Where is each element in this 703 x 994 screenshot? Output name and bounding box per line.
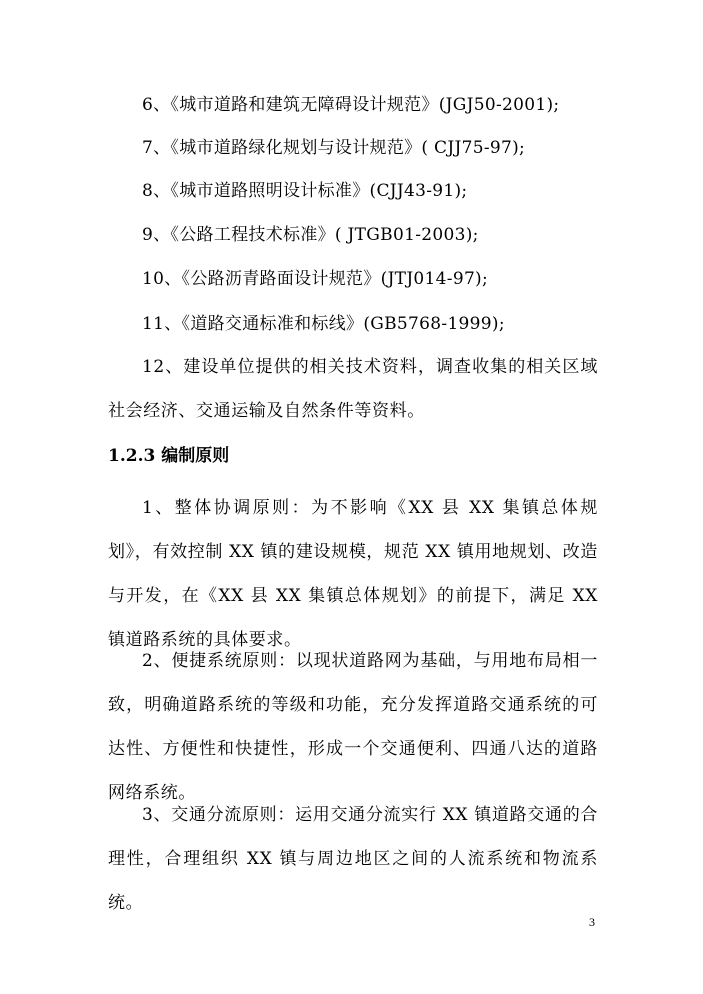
reference-item-12: 12、建设单位提供的相关技术资料，调查收集的相关区域社会经济、交通运输及自然条件等资料。 [108,357,598,421]
reference-item-6: 6、《城市道路和建筑无障碍设计规范》(JGJ50-2001); [142,95,560,115]
page-number: 3 [589,915,595,929]
reference-item-7: 7、《城市道路绿化规划与设计规范》( CJJ75-97); [142,138,526,158]
principle-2: 2、便捷系统原则：以现状道路网为基础，与用地布局相一致，明确道路系统的等级和功能，充分发挥道路交通系统的可达性、方便性和快捷性，形成一个交通便利、四通八达的道路网络系统。 [108,651,598,803]
reference-item-8: 8、《城市道路照明设计标准》(CJJ43-91); [142,181,468,201]
reference-item-9: 9、《公路工程技术标准》( JTGB01-2003); [142,225,479,245]
principle-1: 1、整体协调原则：为不影响《XX 县 XX 集镇总体规划》，有效控制 XX 镇的建设规模，规范 XX 镇用地规划、改造与开发，在《XX 县 XX 集镇总体规划》的前提下，满足 XX 镇道路系统的具体要求。 [108,498,598,650]
reference-item-10: 10、《公路沥青路面设计规范》(JTJ014-97); [142,269,489,289]
principle-3: 3、交通分流原则：运用交通分流实行 XX 镇道路交通的合理性，合理组织 XX 镇与周边地区之间的人流系统和物流系统。 [108,805,598,913]
reference-item-11: 11、《道路交通标准和标线》(GB5768-1999); [142,314,505,334]
section-heading: 1.2.3 编制原则 [108,446,230,466]
